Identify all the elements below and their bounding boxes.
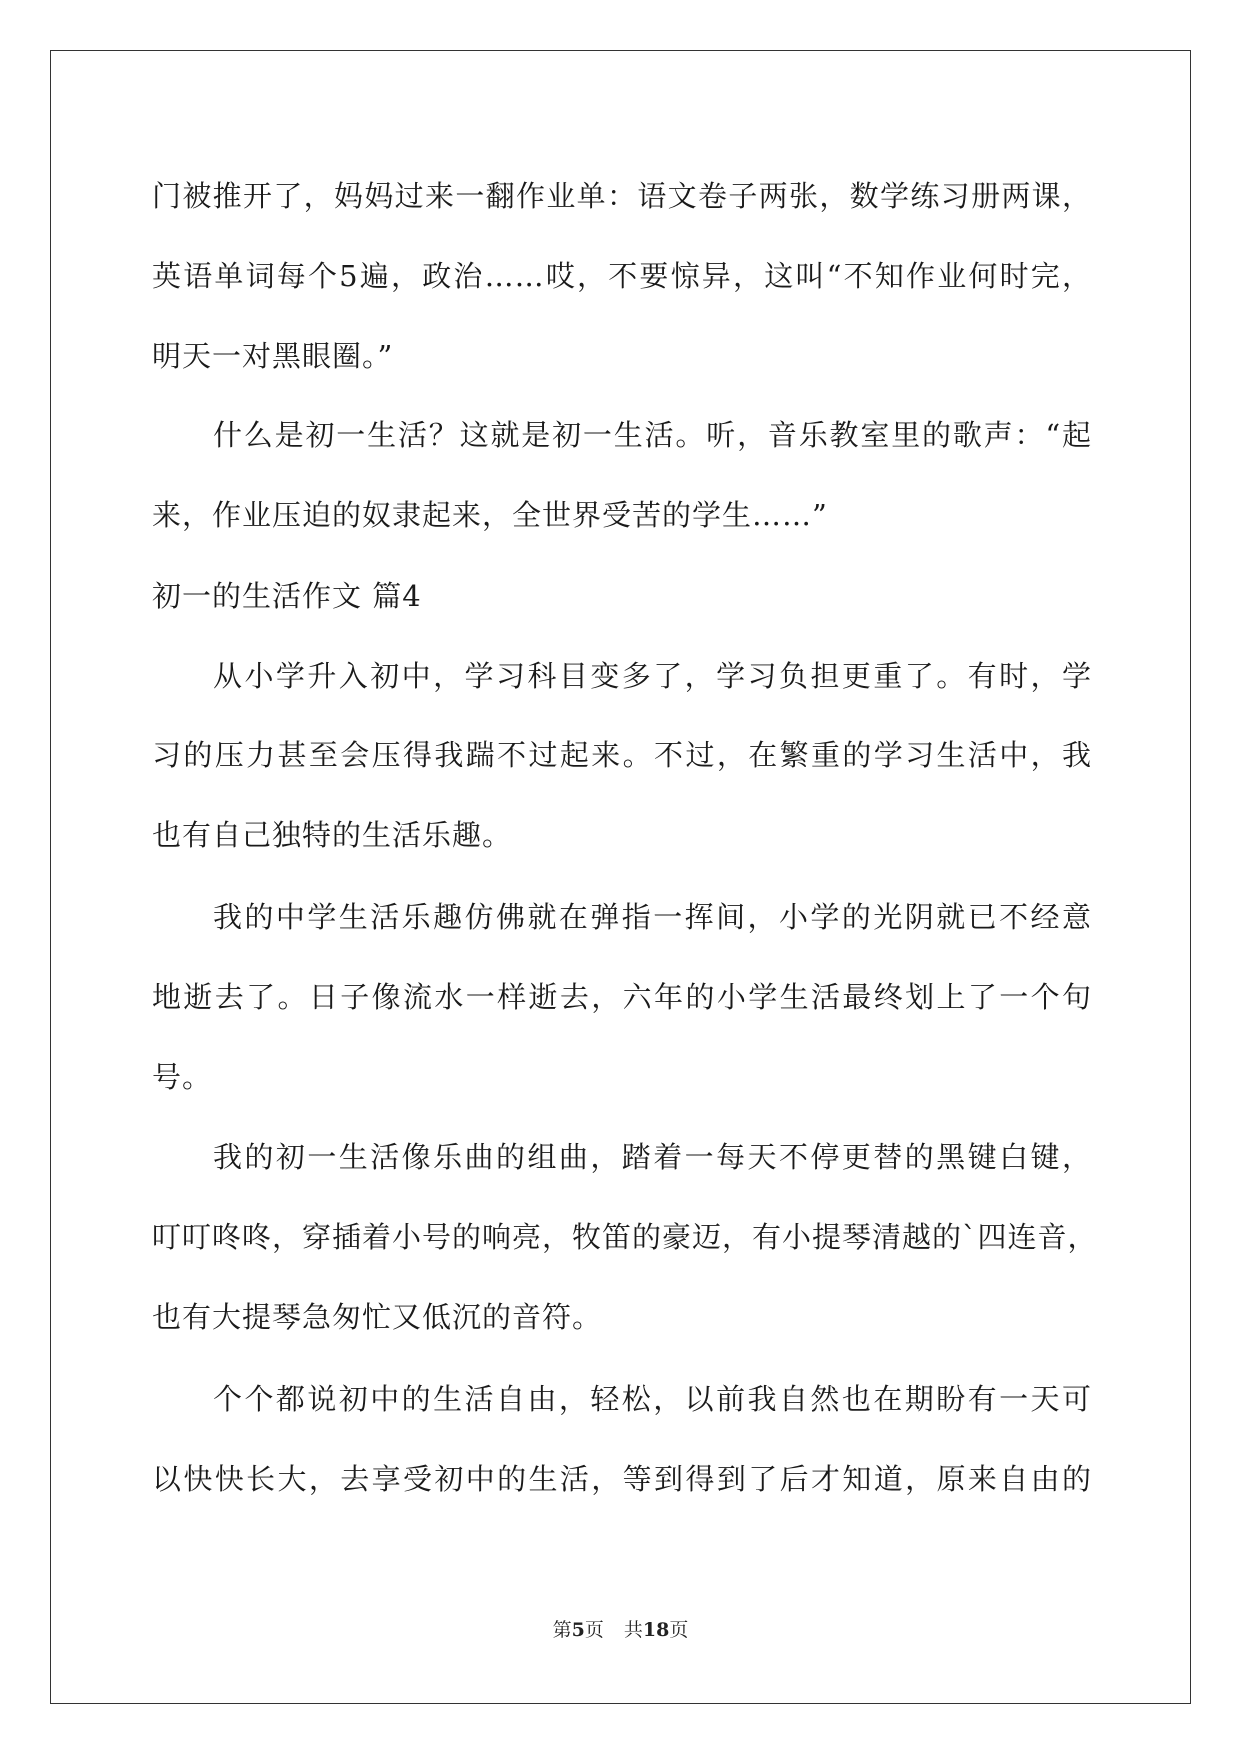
paragraph-line: 英语单词每个5遍，政治……哎，不要惊异，这叫“不知作业何时完， bbox=[152, 259, 1092, 293]
total-suffix: 页 bbox=[669, 1619, 689, 1641]
page-footer bbox=[0, 1618, 1241, 1642]
total-pages: 18 bbox=[642, 1619, 670, 1641]
paragraph-line: 也有自己独特的生活乐趣。 bbox=[152, 818, 513, 852]
section-heading: 初一的生活作文 篇4 bbox=[152, 579, 422, 613]
page-prefix: 第 bbox=[552, 1619, 572, 1641]
page-border bbox=[50, 50, 1191, 1704]
paragraph-line: 从小学升入初中，学习科目变多了，学习负担更重了。有时，学 bbox=[213, 659, 1092, 693]
paragraph-line: 门被推开了，妈妈过来一翻作业单：语文卷子两张，数学练习册两课， bbox=[152, 179, 1092, 213]
paragraph-line: 我的初一生活像乐曲的组曲，踏着一每天不停更替的黑键白键， bbox=[213, 1140, 1092, 1174]
paragraph-line: 我的中学生活乐趣仿佛就在弹指一挥间，小学的光阴就已不经意 bbox=[213, 900, 1092, 934]
paragraph-line: 也有大提琴急匆忙又低沉的音符。 bbox=[152, 1300, 603, 1334]
paragraph-line: 叮叮咚咚，穿插着小号的响亮，牧笛的豪迈，有小提琴清越的`四连音， bbox=[152, 1220, 1098, 1254]
paragraph-line: 来，作业压迫的奴隶起来，全世界受苦的学生……” bbox=[152, 498, 828, 532]
paragraph-line: 个个都说初中的生活自由，轻松，以前我自然也在期盼有一天可 bbox=[213, 1382, 1092, 1416]
paragraph-line: 地逝去了。日子像流水一样逝去，六年的小学生活最终划上了一个句 bbox=[152, 980, 1092, 1014]
total-prefix: 共 bbox=[623, 1619, 643, 1641]
paragraph-line: 什么是初一生活？这就是初一生活。听，音乐教室里的歌声：“起 bbox=[213, 418, 1092, 452]
paragraph-line: 明天一对黑眼圈。” bbox=[152, 339, 394, 373]
paragraph-line: 习的压力甚至会压得我踹不过起来。不过，在繁重的学习生活中，我 bbox=[152, 738, 1092, 772]
paragraph-line: 号。 bbox=[152, 1060, 213, 1094]
page-number: 5 bbox=[571, 1619, 585, 1641]
paragraph-line: 以快快长大，去享受初中的生活，等到得到了后才知道，原来自由的 bbox=[152, 1462, 1092, 1496]
page-suffix: 页 bbox=[584, 1619, 604, 1641]
